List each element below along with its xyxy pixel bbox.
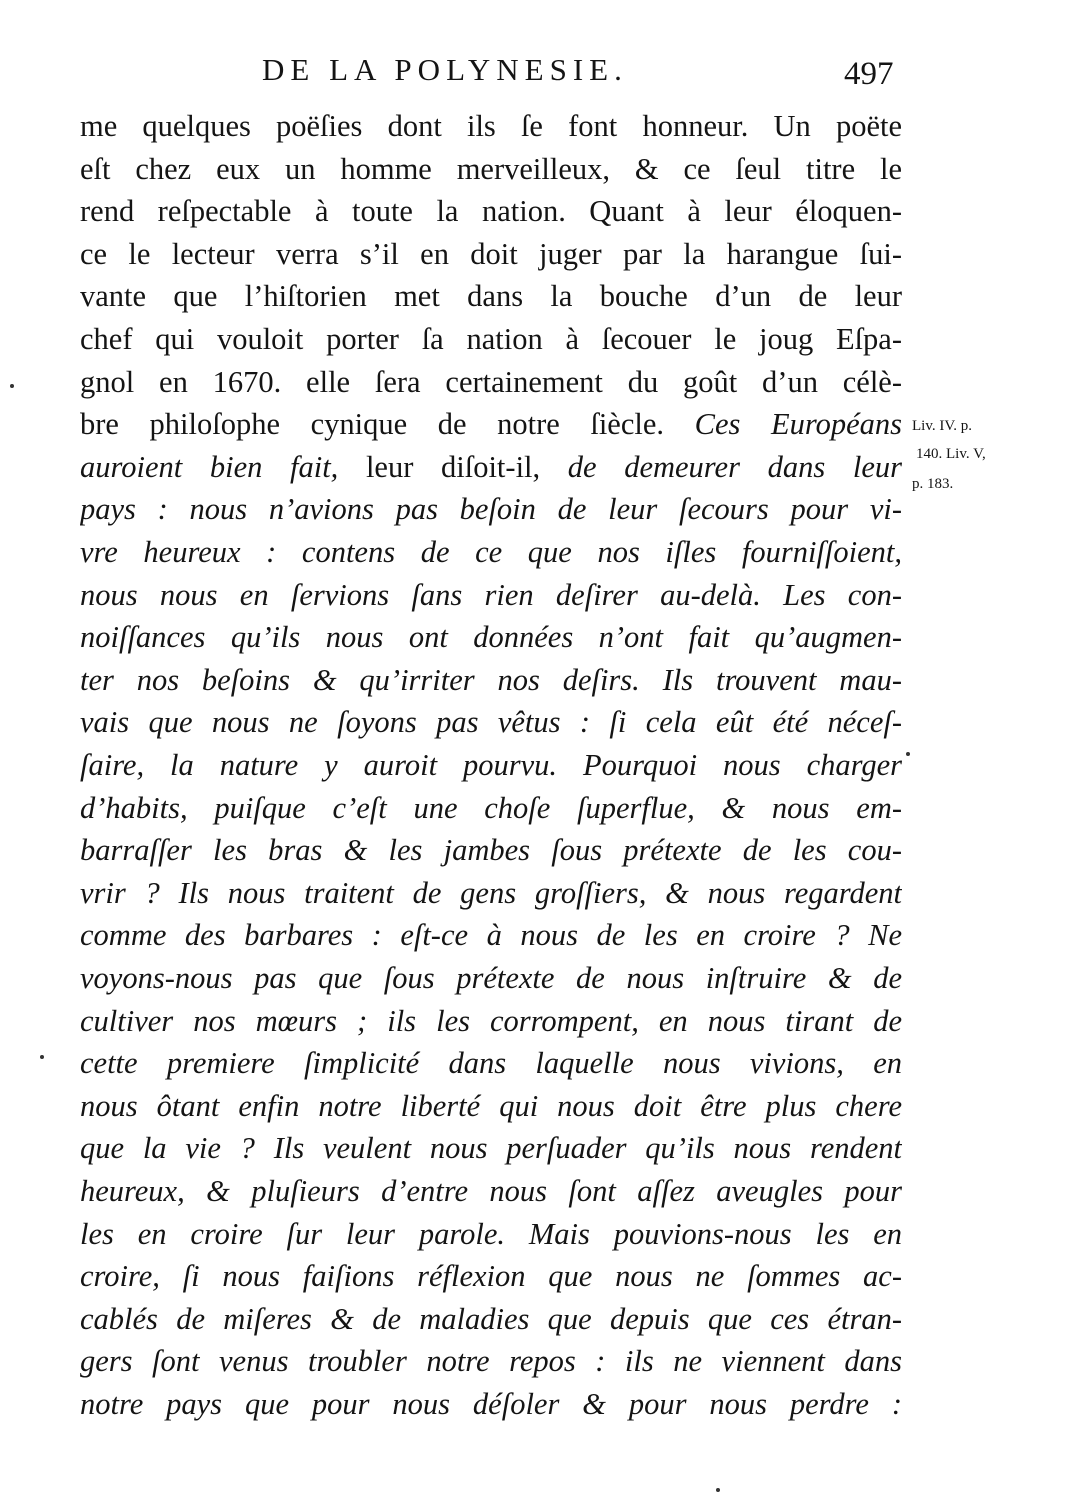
text-line — [80, 1340, 902, 1383]
text-line — [80, 1000, 902, 1043]
italic-run: voyons-nous pas que ſous prétexte de nous inſtruire & de — [80, 961, 902, 995]
italic-run: gers ſont venus troubler notre repos : ils ne viennent dans — [80, 1344, 902, 1379]
text-line — [80, 957, 902, 1000]
italic-run: de demeurer dans leur — [567, 449, 902, 484]
text-line — [80, 872, 902, 915]
text-line — [80, 1383, 902, 1426]
italic-run: pays : nous n’avions pas beſoin de leur ſecours pour vi- — [80, 492, 902, 527]
roman-run: me quelques poëſies dont ils ſe font honneur. Un poëte — [80, 109, 902, 143]
italic-run: notre pays que pour nous déſoler & pour nous perdre : — [80, 1387, 902, 1421]
text-line — [80, 1127, 902, 1170]
ink-speck — [716, 1488, 720, 1492]
italic-run: Ces Européans — [694, 407, 902, 442]
page-number: 497 — [844, 56, 894, 92]
text-line — [80, 1042, 902, 1085]
italic-run: nous ôtant enfin notre liberté qui nous doit être plus chere — [80, 1088, 902, 1123]
text-line — [80, 275, 902, 318]
italic-run: cette premiere ſimplicité dans laquelle nous vivions, en — [80, 1046, 902, 1081]
roman-run: rend reſpectable à toute la nation. Quant à leur éloquen- — [80, 194, 902, 229]
text-line — [80, 1213, 902, 1256]
text-line — [80, 403, 902, 446]
text-line — [80, 318, 902, 361]
margin-note-line: p. 183. — [912, 476, 954, 492]
ink-speck — [40, 1055, 44, 1059]
text-line — [80, 446, 902, 489]
ink-speck — [906, 752, 910, 756]
italic-run: cultiver nos mœurs ; ils les corrompent, en nous tirant de — [80, 1003, 902, 1038]
italic-run: cablés de miſeres & de maladies que depuis que ces étran- — [80, 1301, 902, 1336]
text-line — [80, 1085, 902, 1128]
italic-run: les en croire ſur leur parole. Mais pouvions-nous les en — [80, 1216, 902, 1251]
text-line — [80, 1255, 902, 1298]
text-line — [80, 829, 902, 872]
roman-run: eſt chez eux un homme merveilleux, & ce ſeul titre le — [80, 151, 902, 186]
italic-run: croire, ſi nous faiſions réflexion que nous ne ſommes ac- — [80, 1259, 902, 1294]
italic-run: noiſſances qu’ils nous ont données n’ont fait qu’augmen- — [80, 620, 902, 655]
text-line — [80, 787, 902, 830]
italic-run: auroient bien fait, — [80, 449, 366, 484]
text-line — [80, 616, 902, 659]
italic-run: que la vie ? Ils veulent nous perſuader qu’ils nous rendent — [80, 1131, 902, 1166]
text-line — [80, 574, 902, 617]
margin-note-line: Liv. IV. p. — [912, 418, 972, 434]
text-line — [80, 488, 902, 531]
roman-run: ce le lecteur verra s’il en doit juger par la harangue ſui- — [80, 236, 902, 271]
italic-run: nous nous en ſervions ſans rien deſirer au-delà. Les con- — [80, 577, 902, 612]
italic-run: vrir ? Ils nous traitent de gens groſſiers, & nous regardent — [80, 875, 902, 910]
text-line — [80, 914, 902, 957]
text-line — [80, 531, 902, 574]
text-line — [80, 701, 902, 744]
italic-run: heureux, & pluſieurs d’entre nous ſont aſſez aveugles pour — [80, 1174, 902, 1208]
roman-run: gnol en 1670. elle ſera certainement du goût d’un célè- — [80, 364, 902, 399]
italic-run: d’habits, puiſque c’eſt une choſe ſuperflue, & nous em- — [80, 790, 902, 825]
text-line — [80, 233, 902, 276]
text-line — [80, 105, 902, 148]
italic-run: vre heureux : contens de ce que nos iſles fourniſſoient, — [80, 535, 902, 569]
text-line — [80, 744, 902, 787]
italic-run: ſaire, la nature y auroit pourvu. Pourquoi nous charger — [80, 748, 902, 782]
italic-run: comme des barbares : eſt-ce à nous de les en croire ? Ne — [80, 918, 902, 953]
text-line — [80, 190, 902, 233]
roman-run: chef qui vouloit porter ſa nation à ſecouer le joug Eſpa- — [80, 322, 902, 356]
running-head: DE LA POLYNESIE. — [262, 52, 628, 87]
margin-note-line: 140. Liv. V, — [916, 446, 986, 462]
ink-speck — [10, 384, 14, 388]
italic-run: vais que nous ne ſoyons pas vêtus : ſi cela eût été néceſ- — [80, 705, 902, 740]
text-line — [80, 1298, 902, 1341]
italic-run: ter nos beſoins & qu’irriter nos deſirs. Ils trouvent mau- — [80, 662, 902, 697]
roman-run: vante que l’hiſtorien met dans la bouche d’un de leur — [80, 279, 902, 314]
text-line — [80, 659, 902, 702]
roman-run: leur diſoit-il, — [365, 449, 568, 484]
text-line — [80, 1170, 902, 1213]
text-line — [80, 361, 902, 404]
roman-run: bre philoſophe cynique de notre ſiècle. — [80, 407, 695, 442]
italic-run: barraſſer les bras & les jambes ſous prétexte de les cou- — [80, 833, 902, 868]
text-line — [80, 148, 902, 191]
